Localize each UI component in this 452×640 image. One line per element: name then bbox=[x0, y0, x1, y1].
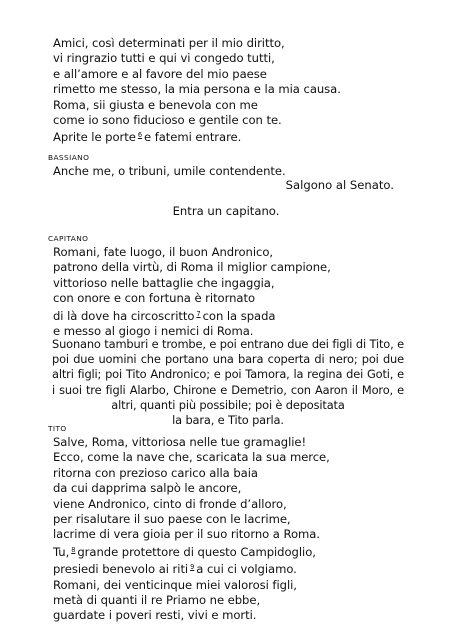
verse-line: vi ringrazio tutti e qui vi congedo tutti, bbox=[53, 51, 275, 66]
verse-line: Romani, dei venticinque miei valorosi figli, bbox=[53, 577, 297, 592]
verse-line: lacrime di vera gioia per il suo ritorno a Roma. bbox=[53, 527, 320, 542]
verse-line: guardate i poveri resti, vivi e morti. bbox=[53, 608, 257, 623]
verse-line: Ecco, come la nave che, scaricata la sua merce, bbox=[53, 450, 330, 465]
footnote-marker[interactable]: 8 bbox=[71, 545, 76, 554]
verse-block-tito bbox=[53, 435, 330, 624]
stage-direction-paragraph bbox=[52, 337, 404, 428]
verse-line bbox=[53, 543, 330, 560]
speaker-capitano: CAPITANO bbox=[48, 234, 89, 243]
verse-line: Roma, sii giusta e benevola con me bbox=[53, 97, 258, 112]
verse-line bbox=[53, 128, 341, 145]
speaker-bassiano: BASSIANO bbox=[48, 153, 90, 162]
verse-text: presiedi benevolo ai riti bbox=[53, 562, 189, 577]
verse-line: patrono della virtù, di Roma il miglior campione, bbox=[53, 260, 331, 275]
speaker-tito: TITO bbox=[48, 424, 67, 433]
footnote-marker[interactable]: 9 bbox=[190, 563, 195, 572]
verse-block-capitano bbox=[53, 245, 331, 339]
verse-line: per risalutare il suo paese con le lacrime, bbox=[53, 512, 291, 527]
verse-line: e all’amore e al favore del mio paese bbox=[53, 66, 267, 81]
verse-line: Romani, fate luogo, il buon Andronico, bbox=[53, 245, 274, 259]
verse-text: e fatemi entrare. bbox=[144, 130, 242, 145]
verse-block-opening bbox=[53, 36, 341, 146]
verse-text: con la spada bbox=[202, 308, 276, 323]
verse-text: Tu, bbox=[53, 544, 70, 559]
verse-line: vittorioso nelle battaglie che ingaggia, bbox=[53, 275, 275, 290]
verse-line: da cui dapprima salpò le ancore, bbox=[53, 481, 242, 496]
verse-line: Anche me, o tribuni, umile contendente. bbox=[53, 164, 286, 178]
stage-direction-text: Suonano tamburi e trombe, e poi entrano due dei figli di Tito, e poi due uomini che portano una bara coperta di nero; poi due altri figli; poi Tito Andronico; e poi Tamora, la regina dei Goti, e i suoi tre figli Alarbo, Chirone e Demetrio, con Aaron il Moro, e altri, quanti più possibile; poi è depositata bbox=[52, 337, 404, 412]
verse-line: come io sono fiducioso e gentile con te. bbox=[53, 113, 282, 128]
stage-direction-last-line: la bara, e Tito parla. bbox=[172, 413, 284, 428]
footnote-marker[interactable]: 6 bbox=[137, 131, 142, 140]
verse-line: viene Andronico, cinto di fronde d’alloro, bbox=[53, 496, 287, 511]
verse-line bbox=[53, 560, 330, 577]
verse-line: Amici, così determinati per il mio diritto, bbox=[53, 36, 285, 50]
verse-line: ritorna con prezioso carico alla baia bbox=[53, 465, 258, 480]
verse-line: e messo al giogo i nemici di Roma. bbox=[53, 324, 254, 339]
verse-line: Salve, Roma, vittoriosa nelle tue gramaglie! bbox=[53, 435, 307, 449]
verse-text: grande protettore di questo Campidoglio, bbox=[77, 544, 316, 559]
verse-line bbox=[53, 307, 331, 324]
footnote-marker[interactable]: 7 bbox=[196, 309, 201, 318]
verse-line: metà di quanti il re Priamo ne ebbe, bbox=[53, 593, 261, 608]
verse-line: rimetto me stesso, la mia persona e la mia causa. bbox=[53, 82, 341, 97]
stage-direction-right: Salgono al Senato. bbox=[285, 178, 394, 192]
verse-block-bassiano bbox=[53, 164, 286, 179]
verse-text: di là dove ha circoscritto bbox=[53, 308, 195, 323]
verse-text: a cui ci volgiamo. bbox=[196, 562, 297, 577]
verse-line: con onore e con fortuna è ritornato bbox=[53, 291, 256, 306]
verse-text: Aprite le porte bbox=[53, 130, 136, 145]
stage-direction-center: Entra un capitano. bbox=[172, 204, 280, 218]
